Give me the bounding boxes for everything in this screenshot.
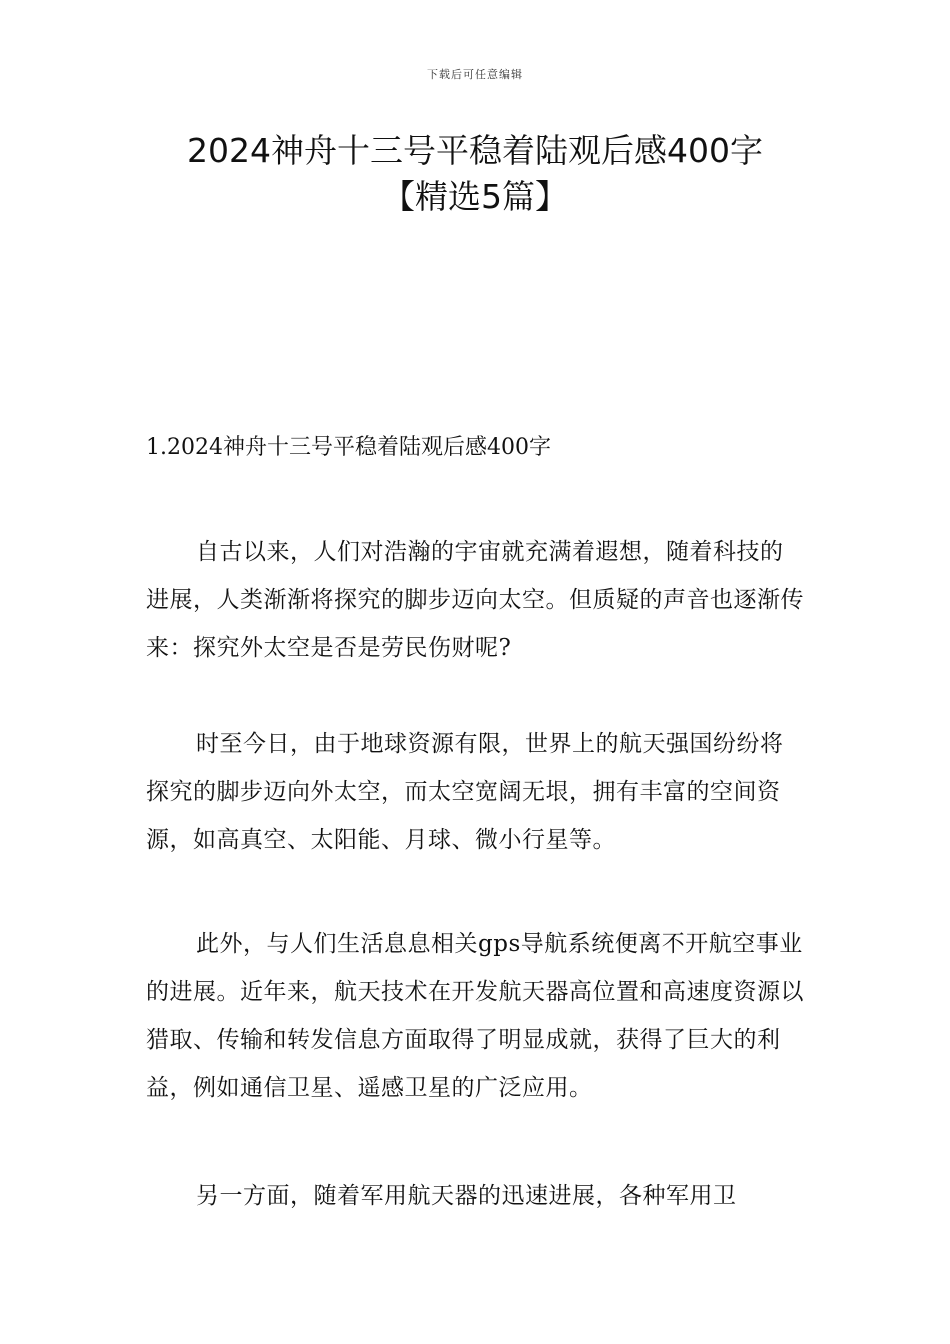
header-note: 下载后可任意编辑 bbox=[427, 68, 523, 81]
paragraph: 另一方面，随着军用航天器的迅速进展，各种军用卫 bbox=[196, 1183, 737, 1209]
section-heading: 1.2024神舟十三号平稳着陆观后感400字 bbox=[146, 435, 551, 460]
paragraph: 自古以来，人们对浩瀚的宇宙就充满着遐想，随着科技的进展，人类渐渐将探究的脚步迈向太空。但质疑的声音也逐渐传来：探究外太空是否是劳民伤财呢? bbox=[146, 539, 804, 661]
title-line-2: 【精选5篇】 bbox=[382, 177, 568, 216]
title-line-1: 2024神舟十三号平稳着陆观后感400字 bbox=[187, 131, 763, 170]
paragraph: 时至今日，由于地球资源有限，世界上的航天强国纷纷将探究的脚步迈向外太空，而太空宽阔无垠，拥有丰富的空间资源，如高真空、太阳能、月球、微小行星等。 bbox=[146, 731, 784, 853]
document-title bbox=[100, 128, 850, 220]
paragraph: 此外，与人们生活息息相关gps导航系统便离不开航空事业的进展。近年来，航天技术在开发航天器高位置和高速度资源以猎取、传输和转发信息方面取得了明显成就，获得了巨大的利益，例如通信卫星、遥感卫星的广泛应用。 bbox=[146, 931, 804, 1101]
